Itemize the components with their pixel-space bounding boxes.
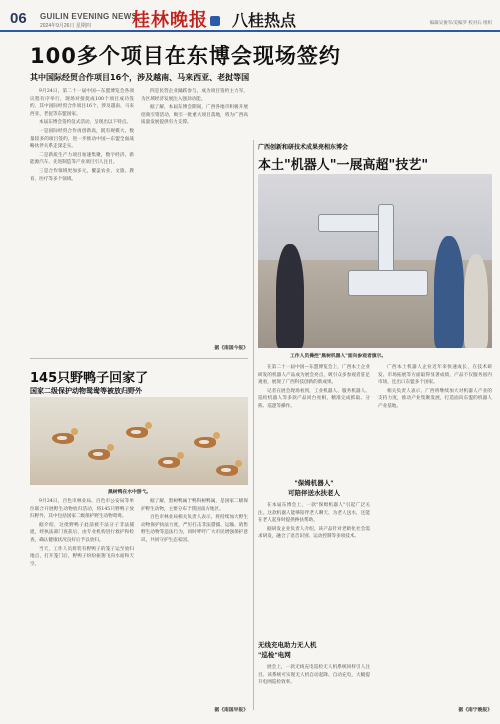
paragraph: 9月24日，百色市林业局、百色市公安局等单位联合开展野生动物放归活动，将145只野鸭子放归野外，其中包括国家二级保护野生动物鸳鸯。 <box>30 499 134 520</box>
ducks-headline: 145只野鸭子回家了 <box>30 371 149 386</box>
robot-photo <box>258 174 492 348</box>
paragraph: 百色市林业局相关负责人表示，将持续加大野生动物保护执法力度，严厉打击非法猎捕、运输、销售野生动物等违法行为，同时呼吁广大市民增强保护意识，共同守护生态家园。 <box>141 515 248 543</box>
robot-kicker: 广西创新和研技术成果亮相东博会 <box>258 144 349 151</box>
ducks-byline: 据《南国早报》 <box>214 707 248 713</box>
paragraph: 二是新质生产力项目加速集聚，数字经济、新能源汽车、先进制造等产业项目引人注目。 <box>30 152 134 166</box>
robot-arm <box>378 204 394 274</box>
column-divider <box>253 140 254 710</box>
person <box>464 254 488 348</box>
paragraph: 广西本土机器人企业近年来快速成长，在技术研发、市场拓展等方面取得显著成绩，产品不仅服务国内市场，还出口东盟多个国家。 <box>378 365 492 386</box>
divider <box>30 358 248 359</box>
paragraph: 一是国际经贸合作再创新高，既有规模大、数量较多的项目签约，进一步推动中国—东盟全面战略伙伴关系走深走实。 <box>30 128 134 150</box>
robot-column-4 <box>258 664 370 712</box>
duck <box>216 465 238 476</box>
lead-column-1 <box>30 88 134 354</box>
ducks-photo-caption: 黑树鸭在水中游弋。 <box>108 489 152 495</box>
paragraph: 9月24日，第二十一届中国—东盟博览会各项议程有序举行，现场对接促成100个项目成功签约，其中国际经贸合作项目16个，涉及越南、马来西亚、老挝等东盟国家。 <box>30 89 134 117</box>
paragraph: 展会上，一款无线充电巡检无人机系统同样引人注目。该系统可实现无人机自动起降、自动充电，大幅提升电网巡检效率。 <box>258 665 370 686</box>
lead-headline: 100多个项目在东博会现场签约 <box>30 44 341 68</box>
duck <box>88 449 110 460</box>
robot-subhead-a: "保姆机器人" 可陪伴送水扶老人 <box>288 479 340 497</box>
ducks-column-2 <box>141 498 248 702</box>
paragraph: 在第二十一届中国—东盟博览会上，广西本土企业研发的机器人产品成为展会亮点，吸引众多参观者驻足观看，展现了广西科技创新的新成果。 <box>258 365 370 386</box>
person <box>276 244 304 348</box>
robot-column-3 <box>378 364 492 700</box>
lead-column-2 <box>141 88 248 338</box>
paragraph: 在本届东博会上，一款"保姆机器人"引起广泛关注。这款机器人能够陪伴老人聊天、为老人送水，还能在老人起身时提供搀扶帮助。 <box>258 503 370 524</box>
logo-text: 桂林晚报 <box>132 10 208 31</box>
ducks-column-1 <box>30 498 134 712</box>
robot-column-1 <box>258 364 370 474</box>
robot-photo-caption: 工作人员操控"黑树机器人"面向参观者演示。 <box>290 353 387 359</box>
paragraph: 三是合作领域更加多元，覆盖农业、文旅、教育、医疗等多个领域。 <box>30 168 134 182</box>
page-header <box>0 0 500 32</box>
person <box>434 236 464 348</box>
paragraph: 当天，工作人员将装有野鸭子的笼子运至放归地点，打开笼门后，野鸭子纷纷振翅飞向水面和天空。 <box>30 546 134 567</box>
ducks-subheadline: 国家二级保护动物鸳鸯等被放归野外 <box>30 387 142 395</box>
robot-headline: 本土"机器人"一展高超"技艺" <box>258 158 429 173</box>
paragraph: 据了解，黑树鸭属于鸭科树鸭属，是国家二级保护野生动物，主要分布于我国南方地区。 <box>141 499 248 512</box>
duck <box>52 433 74 444</box>
paragraph: 据了解，本届东博会期间，广西各地市积极开展招商引资活动，吸引一批重大项目落地，将为广西高质量发展提供有力支撑。 <box>141 105 248 126</box>
paragraph: 四是民营企业踊跃参与，成为项目签约主力军，为区域经济发展注入强劲动能。 <box>141 89 248 102</box>
robot-byline: 据《南宁晚报》 <box>458 707 492 713</box>
page-number: 06 <box>10 10 27 27</box>
paragraph: 相关负责人表示，广西将继续加大对机器人产业的支持力度，推动产业集聚发展，打造面向东盟的机器人产业基地。 <box>378 388 492 409</box>
robot-subhead-b: 无线充电助力无人机 "巡检"电网 <box>258 641 317 659</box>
issue-date: 2024年9月26日 星期四 <box>40 23 91 29</box>
lead-subheadline: 其中国际经贸合作项目16个，涉及越南、马来西亚、老挝等国 <box>30 73 250 82</box>
paragraph: 据研发企业负责人介绍，该产品针对老龄化社会需求研发，融合了语音识别、运动控制等多项技术。 <box>258 526 370 540</box>
section-title: 八桂热点 <box>232 11 297 30</box>
ducks-photo <box>30 397 248 485</box>
masthead-logo <box>132 6 220 32</box>
paragraph: 记者在展会现场看到，工业机器人、服务机器人、巡检机器人等多款产品同台亮相，精准完成抓取、分拣、巡逻等操作。 <box>258 388 370 409</box>
duck <box>194 437 216 448</box>
paragraph: 据介绍，这批野鸭子此前被不法分子非法捕捉，经执法部门查获后，由专业机构进行救护和检查，确认健康状况良好后予以放归。 <box>30 522 134 543</box>
paragraph: 本届东博会签约仪式活动，呈现出以下特点。 <box>39 120 131 126</box>
duck <box>158 457 180 468</box>
logo-icon <box>210 16 220 26</box>
lead-byline: 据《南国今报》 <box>214 345 248 351</box>
editor-credits: 编辑吴俊军/美编罗 校对石 组织 <box>429 20 492 25</box>
robot-base <box>348 270 428 296</box>
paper-name-en: GUILIN EVENING NEWS <box>40 12 138 21</box>
duck <box>126 427 148 438</box>
robot-column-2 <box>258 502 370 636</box>
